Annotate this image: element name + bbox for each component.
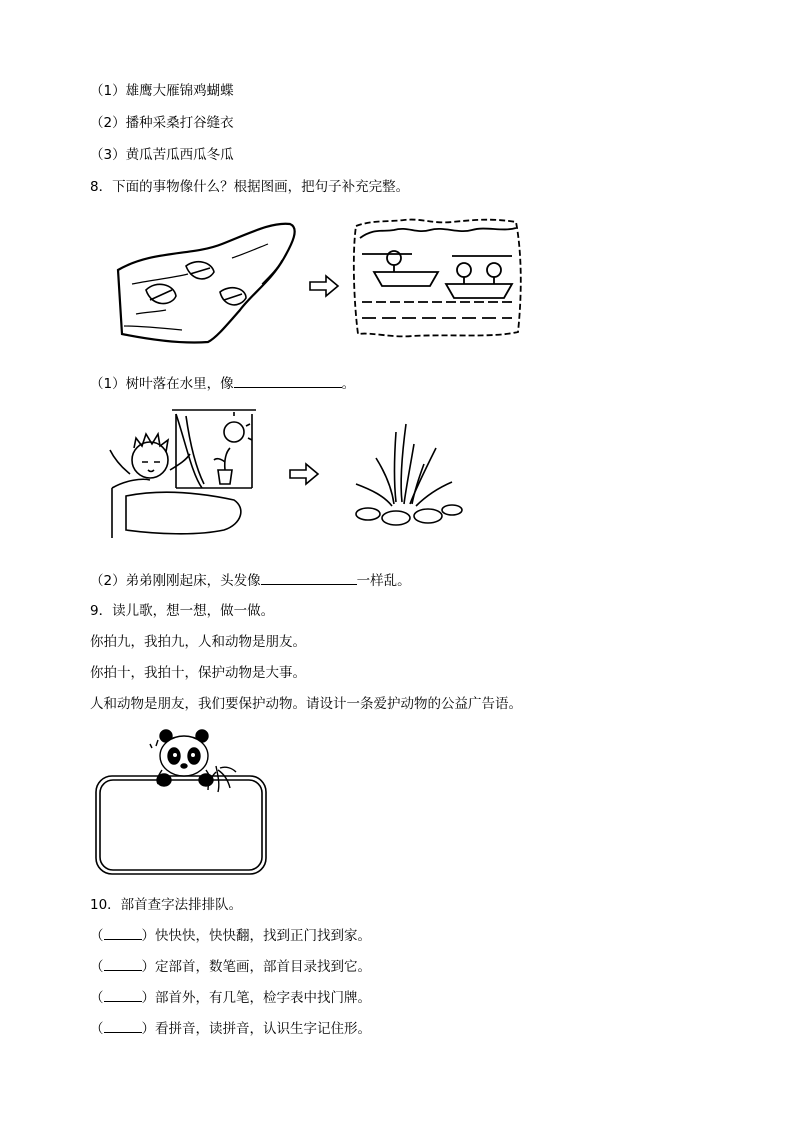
q8-s1-answer-blank[interactable] [234, 373, 342, 388]
close-paren: ） [141, 959, 155, 975]
q10-step-3-blank[interactable] [104, 988, 142, 1002]
q8-s2-suffix: 一样乱。 [356, 573, 411, 589]
q8-s1-prefix: （1）树叶落在水里，像 [90, 376, 234, 392]
q8-s2-prefix: （2）弟弟刚刚起床，头发像 [90, 573, 261, 589]
q10-step-4 [90, 1019, 371, 1039]
close-paren: ） [141, 990, 155, 1006]
q10-step-1 [90, 926, 371, 946]
panda-slogan-frame [92, 726, 272, 878]
q7-item-3: （3）黄瓜苦瓜西瓜冬瓜 [90, 147, 234, 163]
q10-step-3-text: 部首外，有几笔，检字表中找门牌。 [155, 990, 371, 1006]
open-paren: （ [90, 1021, 104, 1037]
close-paren: ） [141, 1021, 155, 1037]
leaves-boats-illustration [112, 214, 532, 354]
close-paren: ） [141, 928, 155, 944]
q8-s2-answer-blank[interactable] [261, 570, 357, 585]
q10-step-3 [90, 988, 371, 1008]
open-paren: （ [90, 990, 104, 1006]
q9-title: 9．读儿歌，想一想，做一做。 [90, 603, 275, 619]
q7-item-2: （2）播种采桑打谷缝衣 [90, 115, 234, 131]
q8-sentence-1 [90, 373, 355, 394]
q10-step-4-blank[interactable] [104, 1019, 142, 1033]
q10-step-1-blank[interactable] [104, 926, 142, 940]
q10-step-2-text: 定部首，数笔画，部首目录找到它。 [155, 959, 371, 975]
q8-sentence-2 [90, 570, 411, 591]
q10-step-2 [90, 957, 371, 977]
q9-rhyme-line-2: 你拍十，我拍十，保护动物是大事。 [90, 665, 306, 681]
q9-instruction: 人和动物是朋友，我们要保护动物。请设计一条爱护动物的公益广告语。 [90, 696, 522, 712]
q8-s1-suffix: 。 [341, 376, 356, 392]
q10-step-2-blank[interactable] [104, 957, 142, 971]
q7-item-1: （1）雄鹰大雁锦鸡蝴蝶 [90, 83, 234, 99]
q8-title: 8．下面的事物像什么？根据图画，把句子补充完整。 [90, 179, 410, 195]
open-paren: （ [90, 959, 104, 975]
open-paren: （ [90, 928, 104, 944]
q10-step-1-text: 快快快，快快翻，找到正门找到家。 [155, 928, 371, 944]
q9-rhyme-line-1: 你拍九，我拍九，人和动物是朋友。 [90, 634, 306, 650]
q10-title: 10．部首查字法排排队。 [90, 897, 243, 913]
boy-grass-illustration [106, 404, 486, 544]
q10-step-4-text: 看拼音，读拼音，认识生字记住形。 [155, 1021, 371, 1037]
